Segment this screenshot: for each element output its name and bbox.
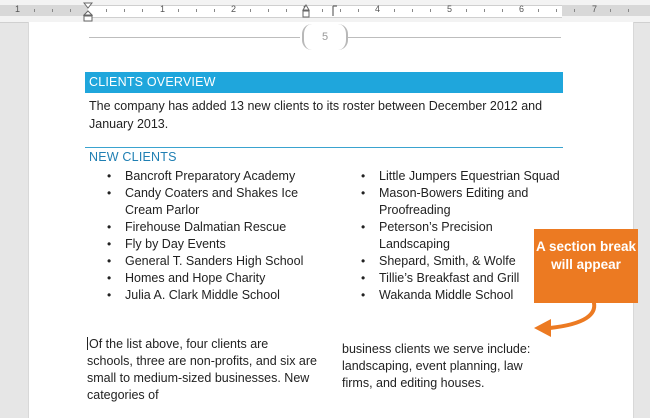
ruler-tick (340, 9, 341, 12)
list-item[interactable] (106, 287, 306, 304)
column-marker-icon[interactable] (302, 4, 310, 18)
new-clients-heading[interactable]: NEW CLIENTS (89, 150, 177, 164)
client-name: Bancroft Preparatory Academy (125, 169, 296, 183)
ruler-tick (178, 9, 179, 12)
text-cursor (87, 337, 88, 350)
document-page[interactable] (28, 22, 634, 418)
ruler-tick (610, 9, 611, 12)
ruler-tick (196, 9, 197, 12)
ruler-tick (34, 9, 35, 12)
header-divider (89, 37, 300, 38)
bullet: • (361, 271, 366, 285)
list-item[interactable] (360, 270, 560, 287)
ruler-tick (52, 9, 53, 12)
horizontal-ruler[interactable] (0, 0, 650, 23)
ruler-tick (124, 9, 125, 12)
list-item[interactable] (106, 168, 306, 185)
ruler-tick (250, 9, 251, 12)
body-paragraph-left[interactable] (87, 336, 317, 404)
list-item[interactable] (106, 270, 306, 287)
bullet: • (107, 169, 112, 183)
ruler-tick (484, 9, 485, 12)
bullet: • (361, 169, 366, 183)
list-item[interactable] (106, 219, 306, 236)
callout-arrow-icon (520, 300, 610, 345)
ruler-tick (106, 9, 107, 12)
client-name: Mason-Bowers Editing and Proofreading (379, 186, 529, 217)
list-item[interactable] (106, 253, 306, 270)
right-client-list[interactable] (360, 168, 560, 304)
ruler-tick (412, 9, 413, 12)
ruler-tick (142, 9, 143, 12)
client-name: Wakanda Middle School (379, 288, 514, 302)
header-divider (348, 37, 561, 38)
ruler-tick (286, 9, 287, 12)
ruler-tick (430, 9, 431, 12)
list-item[interactable] (360, 185, 560, 219)
client-name: Firehouse Dalmatian Rescue (125, 220, 287, 234)
client-name: Little Jumpers Equestrian Squad (379, 169, 560, 183)
client-name: General T. Sanders High School (125, 254, 304, 268)
client-name: Tillie’s Breakfast and Grill (379, 271, 520, 285)
left-client-list[interactable] (106, 168, 306, 304)
ruler-tick (628, 9, 629, 12)
ruler-tick (574, 9, 575, 12)
ruler-number: 4 (375, 4, 381, 14)
list-item[interactable] (106, 185, 306, 219)
ruler-tick (322, 9, 323, 12)
ruler-number: 2 (231, 4, 237, 14)
bullet: • (107, 271, 112, 285)
body-paragraph-right[interactable]: business clients we serve include: landscaping, event planning, law firms, and editing houses. (342, 342, 531, 390)
ruler-number: 5 (447, 4, 453, 14)
ruler-right-margin (562, 5, 650, 16)
ruler-tick (70, 9, 71, 12)
client-name: Peterson’s Precision Landscaping (379, 220, 493, 251)
intro-paragraph[interactable]: The company has added 13 new clients to its roster between December 2012 and January 2013. (89, 99, 543, 131)
paragraph-text: Of the list above, four clients are schools, three are non-profits, and six are small to medium-sized businesses. New categories of (87, 337, 317, 402)
ruler-number: 6 (519, 4, 525, 14)
ruler-tick (502, 9, 503, 12)
bullet: • (361, 288, 366, 302)
ruler-tick (214, 9, 215, 12)
bullet: • (107, 288, 112, 302)
ruler-left-margin (0, 5, 88, 16)
list-item[interactable] (360, 168, 560, 185)
section-break-callout: A section break will appear (534, 229, 638, 303)
clients-overview-heading[interactable]: CLIENTS OVERVIEW (85, 72, 563, 93)
client-name: Homes and Hope Charity (125, 271, 266, 285)
indent-marker-icon[interactable] (83, 2, 93, 22)
ruler-tick (538, 9, 539, 12)
bullet: • (107, 254, 112, 268)
ruler-tick (466, 9, 467, 12)
ruler-tick (394, 9, 395, 12)
column-gap-marker-icon[interactable] (331, 4, 339, 18)
bullet: • (107, 220, 112, 234)
bullet: • (361, 186, 366, 200)
client-name: Fly by Day Events (125, 237, 226, 251)
ruler-tick (556, 9, 557, 12)
ruler-tick (358, 9, 359, 12)
bullet: • (107, 186, 112, 200)
page-number: 5 (302, 24, 348, 50)
bullet: • (361, 254, 366, 268)
client-name: Candy Coaters and Shakes Ice Cream Parlor (125, 186, 299, 217)
ruler-number: 7 (592, 4, 598, 14)
ruler-number: 1 (15, 4, 21, 14)
client-name: Julia A. Clark Middle School (125, 288, 280, 302)
bullet: • (107, 237, 112, 251)
section-rule (85, 147, 563, 148)
list-item[interactable] (106, 236, 306, 253)
ruler-number: 1 (160, 4, 166, 14)
ruler-tick (268, 9, 269, 12)
bullet: • (361, 220, 366, 234)
list-item[interactable] (360, 219, 560, 253)
client-name: Shepard, Smith, & Wolfe (379, 254, 516, 268)
list-item[interactable] (360, 253, 560, 270)
